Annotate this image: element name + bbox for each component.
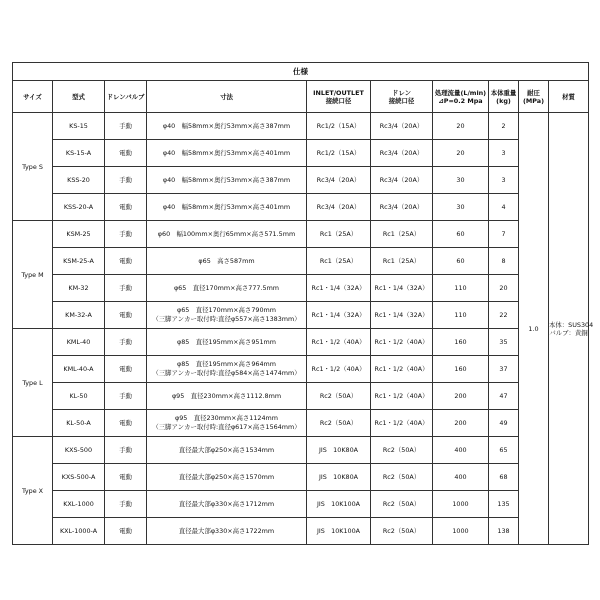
model-cell: KS-15 xyxy=(53,113,105,140)
header-weight-line1: 本体重量 xyxy=(490,88,517,97)
header-flow-line1: 処理流量(L/min) xyxy=(434,88,487,97)
flow-cell: 160 xyxy=(433,329,489,356)
weight-cell: 3 xyxy=(489,140,519,167)
inlet-cell: Rc3/4（20A） xyxy=(307,194,371,221)
valve-cell: 電動 xyxy=(105,140,147,167)
table-row xyxy=(13,221,589,248)
header-inlet-outlet xyxy=(307,81,371,113)
header-drain xyxy=(371,81,433,113)
table-row xyxy=(13,410,589,437)
weight-cell: 8 xyxy=(489,248,519,275)
drain-cell: Rc3/4（20A） xyxy=(371,167,433,194)
model-cell: KML-40-A xyxy=(53,356,105,383)
valve-cell: 電動 xyxy=(105,356,147,383)
valve-cell: 電動 xyxy=(105,518,147,545)
inlet-cell: Rc1・1/2（40A） xyxy=(307,329,371,356)
drain-cell: Rc1・1/4（32A） xyxy=(371,302,433,329)
dimensions-cell xyxy=(147,356,307,383)
drain-cell: Rc1・1/2（40A） xyxy=(371,410,433,437)
inlet-cell: JIS 10K80A xyxy=(307,437,371,464)
valve-cell: 手動 xyxy=(105,329,147,356)
dimensions-line: φ40 幅58mm×奥行53mm×高さ401mm xyxy=(162,148,291,157)
dimensions-line: φ40 幅58mm×奥行53mm×高さ387mm xyxy=(162,175,291,184)
dimensions-line: φ60 幅100mm×奥行65mm×高さ571.5mm xyxy=(157,229,296,238)
valve-cell: 電動 xyxy=(105,410,147,437)
dimensions-cell xyxy=(147,518,307,545)
weight-cell: 3 xyxy=(489,167,519,194)
model-cell: KSM-25-A xyxy=(53,248,105,275)
weight-cell: 37 xyxy=(489,356,519,383)
drain-cell: Rc1・1/2（40A） xyxy=(371,383,433,410)
drain-cell: Rc1・1/2（40A） xyxy=(371,329,433,356)
weight-cell: 49 xyxy=(489,410,519,437)
table-title: 仕様 xyxy=(13,63,589,81)
flow-cell: 110 xyxy=(433,275,489,302)
weight-cell: 7 xyxy=(489,221,519,248)
table-row xyxy=(13,275,589,302)
weight-cell: 135 xyxy=(489,491,519,518)
header-flow xyxy=(433,81,489,113)
header-weight xyxy=(489,81,519,113)
table-row xyxy=(13,491,589,518)
table-row xyxy=(13,518,589,545)
drain-cell: Rc2（50A） xyxy=(371,437,433,464)
dimensions-cell xyxy=(147,491,307,518)
dimensions-cell xyxy=(147,140,307,167)
dimensions-line: φ65 直径170mm×高さ777.5mm xyxy=(173,283,280,292)
header-inlet-line2: 接続口径 xyxy=(325,96,352,105)
flow-cell: 160 xyxy=(433,356,489,383)
drain-cell: Rc3/4（20A） xyxy=(371,194,433,221)
header-drain-line1: ドレン xyxy=(391,88,411,97)
valve-cell: 手動 xyxy=(105,437,147,464)
flow-cell: 400 xyxy=(433,464,489,491)
dimensions-line: φ85 直径195mm×高さ964mm xyxy=(177,360,276,369)
inlet-cell: Rc1・1/4（32A） xyxy=(307,302,371,329)
header-pressure xyxy=(519,81,549,113)
valve-cell: 電動 xyxy=(105,464,147,491)
dimensions-line: （三脚アンカー取付時:直径φ584×高さ1474mm） xyxy=(152,369,301,377)
model-cell: KM-32-A xyxy=(53,302,105,329)
dimensions-line: （三脚アンカー取付時:直径φ617×高さ1564mm） xyxy=(152,423,301,431)
valve-cell: 電動 xyxy=(105,302,147,329)
inlet-cell: JIS 10K80A xyxy=(307,464,371,491)
spec-table xyxy=(12,62,594,545)
flow-cell: 1000 xyxy=(433,518,489,545)
model-cell: KXL-1000-A xyxy=(53,518,105,545)
weight-cell: 2 xyxy=(489,113,519,140)
flow-cell: 200 xyxy=(433,383,489,410)
table-row xyxy=(13,356,589,383)
header-pressure-line2: (MPa) xyxy=(522,96,545,105)
inlet-cell: JIS 10K100A xyxy=(307,491,371,518)
dimensions-line: φ65 高さ587mm xyxy=(198,256,255,265)
inlet-cell: Rc1/2（15A） xyxy=(307,140,371,167)
table-row xyxy=(13,248,589,275)
drain-cell: Rc2（50A） xyxy=(371,464,433,491)
model-cell: KXS-500-A xyxy=(53,464,105,491)
table-row xyxy=(13,167,589,194)
dimensions-cell xyxy=(147,329,307,356)
weight-cell: 68 xyxy=(489,464,519,491)
model-cell: KSS-20-A xyxy=(53,194,105,221)
valve-cell: 手動 xyxy=(105,491,147,518)
drain-cell: Rc2（50A） xyxy=(371,491,433,518)
weight-cell: 35 xyxy=(489,329,519,356)
header-dimensions: 寸法 xyxy=(147,81,307,113)
table-row xyxy=(13,383,589,410)
dimensions-line: φ85 直径195mm×高さ951mm xyxy=(177,337,276,346)
material-line: 本体：SUS304 xyxy=(549,320,594,329)
table-row xyxy=(13,464,589,491)
header-flow-line2: ⊿P=0.2 Mpa xyxy=(438,96,483,105)
flow-cell: 60 xyxy=(433,221,489,248)
dimensions-line: 直径最大部φ250×高さ1534mm xyxy=(178,445,275,454)
drain-cell: Rc2（50A） xyxy=(371,518,433,545)
dimensions-line: φ95 直径230mm×高さ1124mm xyxy=(174,414,279,423)
size-cell: Type M xyxy=(13,221,53,329)
header-size: サイズ xyxy=(13,81,53,113)
inlet-cell: Rc2（50A） xyxy=(307,383,371,410)
weight-cell: 47 xyxy=(489,383,519,410)
dimensions-line: 直径最大部φ250×高さ1570mm xyxy=(178,472,275,481)
drain-cell: Rc1（25A） xyxy=(371,248,433,275)
dimensions-line: 直径最大部φ330×高さ1712mm xyxy=(178,499,275,508)
dimensions-line: φ40 幅58mm×奥行53mm×高さ401mm xyxy=(162,202,291,211)
weight-cell: 138 xyxy=(489,518,519,545)
table-row xyxy=(13,302,589,329)
model-cell: KL-50 xyxy=(53,383,105,410)
dimensions-cell xyxy=(147,275,307,302)
header-model: 型式 xyxy=(53,81,105,113)
header-drain-line2: 接続口径 xyxy=(388,96,415,105)
valve-cell: 手動 xyxy=(105,275,147,302)
inlet-cell: Rc1・1/2（40A） xyxy=(307,356,371,383)
flow-cell: 20 xyxy=(433,113,489,140)
material-cell xyxy=(549,113,594,545)
dimensions-line: （三脚アンカー取付時:直径φ557×高さ1383mm） xyxy=(152,315,301,323)
table-row xyxy=(13,194,589,221)
dimensions-cell xyxy=(147,302,307,329)
header-drain-valve: ドレンバルブ xyxy=(105,81,147,113)
header-row xyxy=(13,81,589,113)
table-row xyxy=(13,329,589,356)
flow-cell: 60 xyxy=(433,248,489,275)
model-cell: KXS-500 xyxy=(53,437,105,464)
inlet-cell: Rc1/2（15A） xyxy=(307,113,371,140)
dimensions-cell xyxy=(147,113,307,140)
dimensions-cell xyxy=(147,464,307,491)
inlet-cell: Rc1・1/4（32A） xyxy=(307,275,371,302)
dimensions-line: φ95 直径230mm×高さ1112.8mm xyxy=(171,391,282,400)
header-pressure-line1: 耐圧 xyxy=(527,88,540,97)
model-cell: KS-15-A xyxy=(53,140,105,167)
pressure-cell: 1.0 xyxy=(519,113,549,545)
flow-cell: 1000 xyxy=(433,491,489,518)
material-line: バルブ：黄銅 xyxy=(549,328,588,337)
model-cell: KXL-1000 xyxy=(53,491,105,518)
dimensions-line: φ65 直径170mm×高さ790mm xyxy=(177,306,276,315)
inlet-cell: Rc1（25A） xyxy=(307,248,371,275)
drain-cell: Rc3/4（20A） xyxy=(371,113,433,140)
weight-cell: 65 xyxy=(489,437,519,464)
dimensions-cell xyxy=(147,167,307,194)
dimensions-cell xyxy=(147,410,307,437)
model-cell: KL-50-A xyxy=(53,410,105,437)
valve-cell: 手動 xyxy=(105,167,147,194)
valve-cell: 電動 xyxy=(105,194,147,221)
flow-cell: 400 xyxy=(433,437,489,464)
drain-cell: Rc1・1/2（40A） xyxy=(371,356,433,383)
header-material: 材質 xyxy=(549,81,589,113)
weight-cell: 22 xyxy=(489,302,519,329)
valve-cell: 手動 xyxy=(105,221,147,248)
header-weight-line2: (kg) xyxy=(496,96,511,105)
flow-cell: 20 xyxy=(433,140,489,167)
drain-cell: Rc1・1/4（32A） xyxy=(371,275,433,302)
inlet-cell: JIS 10K100A xyxy=(307,518,371,545)
model-cell: KML-40 xyxy=(53,329,105,356)
header-inlet-line1: INLET/OUTLET xyxy=(313,88,364,97)
model-cell: KSS-20 xyxy=(53,167,105,194)
dimensions-line: 直径最大部φ330×高さ1722mm xyxy=(178,526,275,535)
model-cell: KM-32 xyxy=(53,275,105,302)
table-row xyxy=(13,113,589,140)
table-row xyxy=(13,140,589,167)
flow-cell: 110 xyxy=(433,302,489,329)
flow-cell: 200 xyxy=(433,410,489,437)
dimensions-cell xyxy=(147,437,307,464)
valve-cell: 電動 xyxy=(105,248,147,275)
size-cell: Type L xyxy=(13,329,53,437)
drain-cell: Rc3/4（20A） xyxy=(371,140,433,167)
dimensions-line: φ40 幅58mm×奥行53mm×高さ387mm xyxy=(162,121,291,130)
valve-cell: 手動 xyxy=(105,113,147,140)
inlet-cell: Rc1（25A） xyxy=(307,221,371,248)
weight-cell: 20 xyxy=(489,275,519,302)
flow-cell: 30 xyxy=(433,194,489,221)
valve-cell: 手動 xyxy=(105,383,147,410)
dimensions-cell xyxy=(147,194,307,221)
dimensions-cell xyxy=(147,248,307,275)
flow-cell: 30 xyxy=(433,167,489,194)
model-cell: KSM-25 xyxy=(53,221,105,248)
inlet-cell: Rc3/4（20A） xyxy=(307,167,371,194)
drain-cell: Rc1（25A） xyxy=(371,221,433,248)
dimensions-cell xyxy=(147,221,307,248)
weight-cell: 4 xyxy=(489,194,519,221)
size-cell: Type X xyxy=(13,437,53,545)
table-row xyxy=(13,437,589,464)
dimensions-cell xyxy=(147,383,307,410)
inlet-cell: Rc2（50A） xyxy=(307,410,371,437)
size-cell: Type S xyxy=(13,113,53,221)
